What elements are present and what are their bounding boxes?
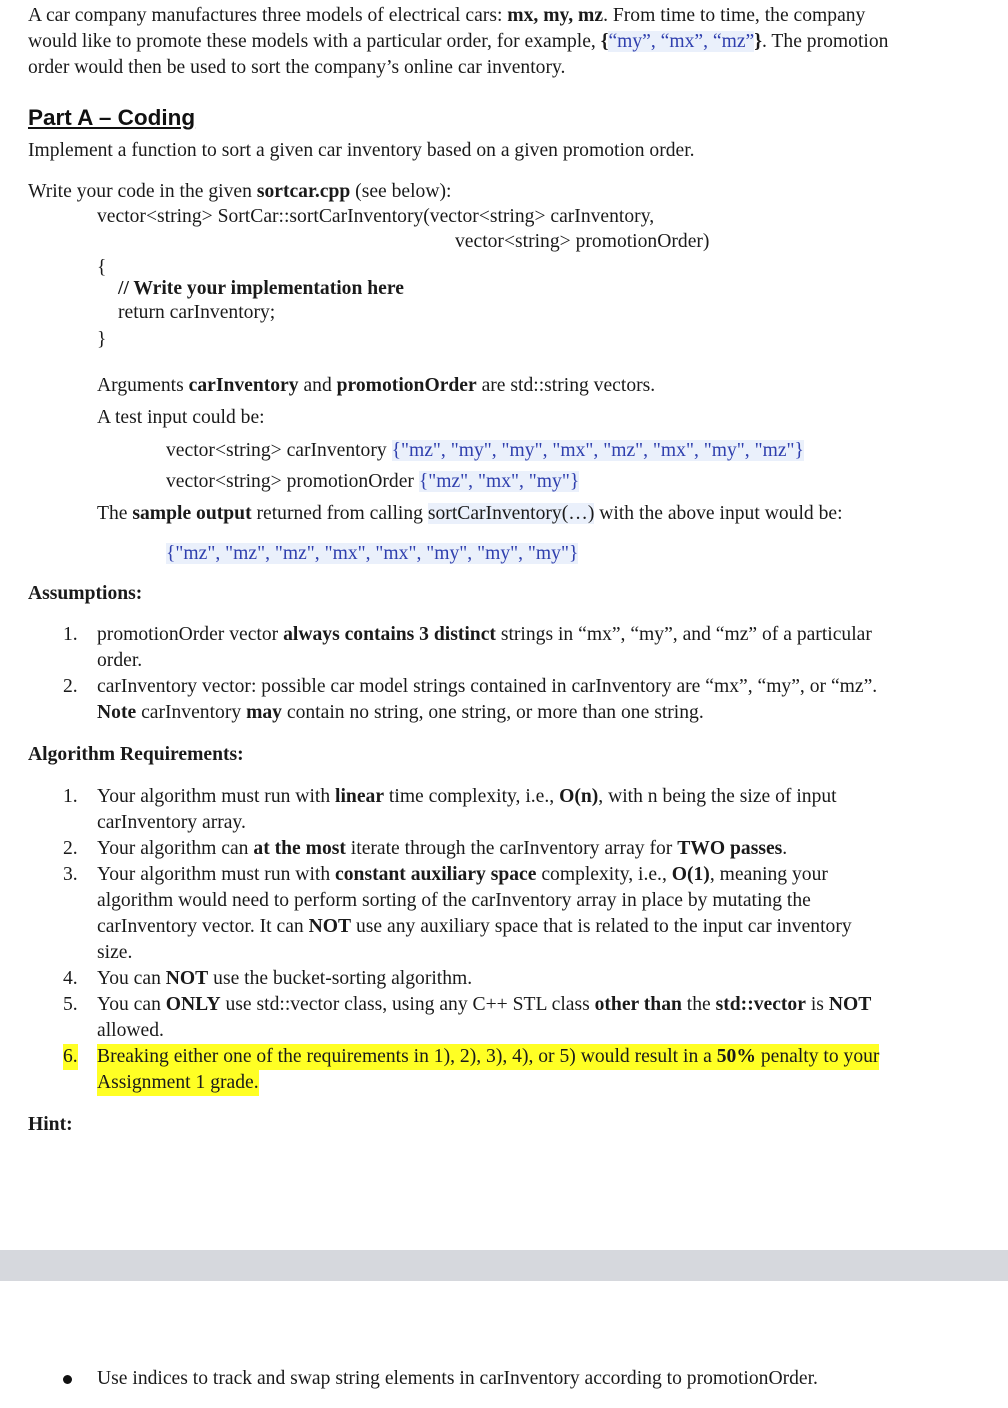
req-text: use any auxiliary space that is related to the input car inventory <box>351 916 852 937</box>
args-text: and <box>298 375 337 396</box>
assumptions-heading: Assumptions: <box>28 583 143 604</box>
filename: sortcar.cpp <box>256 181 351 202</box>
function-call: sortCarInventory(…) <box>427 503 595 524</box>
promotion-values: {"mz", "mx", "my"} <box>418 471 580 492</box>
inventory-decl: vector<string> carInventory <box>166 440 392 461</box>
code-signature-1: vector<string> SortCar::sortCarInventory(vector<string> carInventory, <box>97 206 655 227</box>
assumption-emphasis: always contains 3 distinct <box>283 624 496 645</box>
requirement-2 <box>97 836 787 862</box>
hint-bullet: Use indices to track and swap string elements in carInventory according to promotionOrder. <box>97 1368 818 1389</box>
req-text: penalty to your <box>755 1046 880 1067</box>
req-text: You can <box>97 994 166 1015</box>
req-emphasis: ONLY <box>165 994 221 1015</box>
requirement-6-cont: Assignment 1 grade. <box>97 1070 259 1096</box>
output-values: {"mz", "mz", "mz", "mx", "mx", "my", "my", "my"} <box>166 543 579 564</box>
req-text: complexity, i.e., <box>536 864 672 885</box>
bullet-icon <box>63 1375 72 1384</box>
req-text: time complexity, i.e., <box>384 786 560 807</box>
code-close-brace: } <box>97 329 107 350</box>
assumption-text: carInventory <box>136 702 247 723</box>
assumption-2: carInventory vector: possible car model strings contained in carInventory are “mx”, “my”, or “mz”. <box>97 676 878 697</box>
req-text: Your algorithm must run with <box>97 864 336 885</box>
req-text: Your algorithm can <box>97 838 254 859</box>
req-emphasis: std::vector <box>715 994 806 1015</box>
list-number: 2. <box>63 838 78 859</box>
test-input-label: A test input could be: <box>97 407 265 428</box>
req-text: Your algorithm must run with <box>97 786 336 807</box>
assumption-text: contain no string, one string, or more than one string. <box>281 702 704 723</box>
req-emphasis: at the most <box>253 838 346 859</box>
part-a-title: Part A – Coding <box>28 105 196 130</box>
req-text: carInventory vector. It can <box>97 916 309 937</box>
assumption-2-note <box>97 700 704 726</box>
requirement-3-cont: size. <box>97 942 133 963</box>
write-text: Write your code in the given <box>28 181 257 202</box>
list-number: 6. <box>63 1044 78 1070</box>
test-promotion-line <box>166 469 579 495</box>
requirement-3-cont: algorithm would need to perform sorting of the carInventory array in place by mutating the <box>97 890 811 911</box>
intro-line-3: order would then be used to sort the company’s online car inventory. <box>28 57 566 78</box>
test-inventory-line <box>166 438 804 464</box>
output-text: with the above input would be: <box>594 503 843 524</box>
req-text: the <box>681 994 716 1015</box>
arg-promotionorder: promotionOrder <box>336 375 477 396</box>
requirement-3 <box>97 862 828 888</box>
code-comment: // Write your implementation here <box>118 278 404 299</box>
write-code-line <box>28 179 451 205</box>
intro-text: A car company manufactures three models of electrical cars: <box>28 5 508 26</box>
list-number: 1. <box>63 786 78 807</box>
requirement-3-cont <box>97 914 852 940</box>
list-number: 5. <box>63 994 78 1015</box>
write-text: (see below): <box>350 181 452 202</box>
list-number: 3. <box>63 864 78 885</box>
assumption-emphasis: may <box>246 702 282 723</box>
req-text: use the bucket-sorting algorithm. <box>208 968 473 989</box>
req-emphasis: TWO passes <box>677 838 783 859</box>
sample-output-label: sample output <box>132 503 252 524</box>
intro-text: . The promotion <box>761 31 889 52</box>
req-text: iterate through the carInventory array for <box>345 838 678 859</box>
req-text: Breaking either one of the requirements in 1), 2), 3), 4), or 5) would result in a <box>97 1046 717 1067</box>
req-text: is <box>805 994 829 1015</box>
requirement-4 <box>97 966 472 992</box>
intro-line-1 <box>28 3 865 29</box>
req-text: , with n being the size of input <box>598 786 837 807</box>
req-emphasis: NOT <box>308 916 352 937</box>
intro-line-2 <box>28 29 888 55</box>
sample-output-line <box>97 501 843 527</box>
req-emphasis: NOT <box>165 968 209 989</box>
req-emphasis: linear <box>335 786 385 807</box>
intro-text: . From time to time, the company <box>603 5 866 26</box>
code-return: return carInventory; <box>118 302 276 323</box>
list-number: 2. <box>63 676 78 697</box>
req-text: use std::vector class, using any C++ STL class <box>220 994 595 1015</box>
code-signature-2: vector<string> promotionOrder) <box>455 231 710 252</box>
requirement-1 <box>97 784 837 810</box>
req-emphasis: constant auxiliary space <box>335 864 537 885</box>
intro-text: would like to promote these models with a particular order, for example, <box>28 31 601 52</box>
requirement-5 <box>97 992 871 1018</box>
req-text: , meaning your <box>709 864 828 885</box>
args-text: are std::string vectors. <box>476 375 656 396</box>
req-emphasis: other than <box>594 994 682 1015</box>
req-emphasis: NOT <box>828 994 872 1015</box>
hint-heading: Hint: <box>28 1114 73 1135</box>
requirement-1-cont: carInventory array. <box>97 812 246 833</box>
req-emphasis: O(1) <box>671 864 710 885</box>
algorithm-heading: Algorithm Requirements: <box>28 744 244 765</box>
req-text: . <box>782 838 788 859</box>
sample-output-value <box>166 541 578 567</box>
inventory-values: {"mz", "my", "my", "mx", "mz", "mx", "my", "mz"} <box>391 440 804 461</box>
brace: { <box>600 31 609 52</box>
page-break-divider <box>0 1250 1008 1281</box>
part-a-description: Implement a function to sort a given car inventory based on a given promotion order. <box>28 140 695 161</box>
brace: } <box>754 31 762 52</box>
req-emphasis: 50% <box>716 1046 756 1067</box>
list-number: 1. <box>63 624 78 645</box>
assumption-1 <box>97 622 872 648</box>
intro-models: mx, my, mz <box>507 5 604 26</box>
args-text: Arguments <box>97 375 189 396</box>
requirement-5-cont: allowed. <box>97 1020 164 1041</box>
list-number: 4. <box>63 968 78 989</box>
req-emphasis: O(n) <box>559 786 599 807</box>
arguments-line <box>97 373 655 399</box>
assumption-1-cont: order. <box>97 650 143 671</box>
promotion-decl: vector<string> promotionOrder <box>166 471 419 492</box>
output-text: The <box>97 503 133 524</box>
example-order: “my”, “mx”, “mz” <box>608 31 755 52</box>
assumption-text: strings in “mx”, “my”, and “mz” of a particular <box>495 624 872 645</box>
requirement-6-penalty <box>97 1044 879 1070</box>
req-text: You can <box>97 968 166 989</box>
assumption-text: promotionOrder vector <box>97 624 284 645</box>
arg-carinventory: carInventory <box>188 375 299 396</box>
code-open-brace: { <box>97 257 107 278</box>
note-label: Note <box>97 702 137 723</box>
output-text: returned from calling <box>251 503 428 524</box>
